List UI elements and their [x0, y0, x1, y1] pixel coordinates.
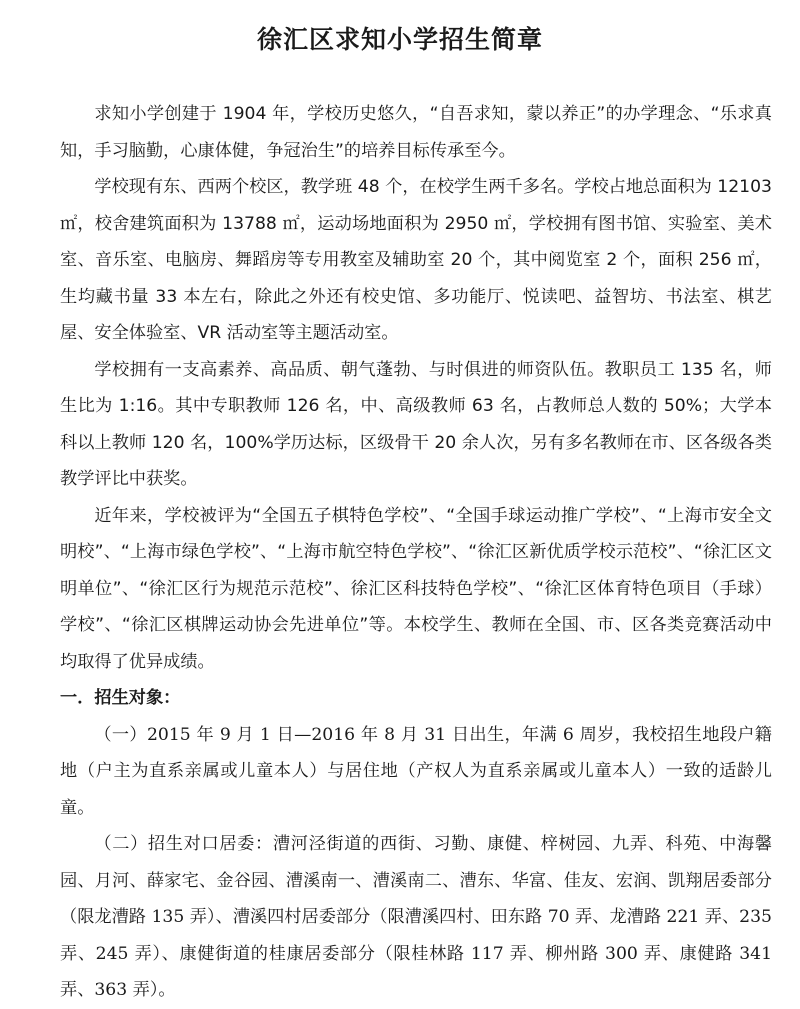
intro-paragraph-facilities: 学校现有东、西两个校区，教学班 48 个，在校学生两千多名。学校占地总面积为 12103 ㎡，校舍建筑面积为 13788 ㎡，运动场地面积为 2950 ㎡，学校拥有图书馆、实验室、美术室、音乐室、电脑房、舞蹈房等专用教室及辅助室 20 个，其中阅览室 2 个，面积 256 ㎡，生均藏书量 33 本左右，除此之外还有校史馆、多功能厅、悦读吧、益智坊、书法室、棋艺屋、安全体验室、VR 活动室等主题活动室。 — [60, 177, 772, 343]
intro-paragraph-staff: 学校拥有一支高素养、高品质、朝气蓬勃、与时俱进的师资队伍。教职员工 135 名，师生比为 1:16。其中专职教师 126 名，中、高级教师 63 名，占教师总人数的 50%；大学本科以上教师 120 名，100%学历达标，区级骨干 20 余人次，另有多名教师在市、区各级各类教学评比中获奖。 — [60, 359, 772, 489]
intro-paragraph-history: 求知小学创建于 1904 年，学校历史悠久，“自吾求知，蒙以养正”的办学理念、“乐求真知，手习脑勤，心康体健，争冠治生”的培养目标传承至今。 — [60, 104, 772, 161]
document-body — [60, 96, 772, 1009]
intro-paragraph-honors: 近年来，学校被评为“全国五子棋特色学校”、“全国手球运动推广学校”、“上海市安全文明校”、“上海市绿色学校”、“上海市航空特色学校”、“徐汇区新优质学校示范校”、“徐汇区文明单位”、“徐汇区行为规范示范校”、徐汇区科技特色学校”、“徐汇区体育特色项目（手球）学校”、“徐汇区棋牌运动协会先进单位”等。本校学生、教师在全国、市、区各类竞赛活动中均取得了优异成绩。 — [60, 505, 772, 672]
enrollment-item-districts: （二）招生对口居委：漕河泾街道的西街、习勤、康健、梓树园、九弄、科苑、中海馨园、月河、薛家宅、金谷园、漕溪南一、漕溪南二、漕东、华富、佳友、宏润、凯翔居委部分（限龙漕路 135 弄）、漕溪四村居委部分（限漕溪四村、田东路 70 弄、龙漕路 221 弄、235 弄、245 弄）、康健街道的桂康居委部分（限桂林路 117 弄、柳州路 300 弄、康健路 341 弄、363 弄）。 — [60, 834, 772, 1000]
page-title: 徐汇区求知小学招生简章 — [256, 25, 543, 54]
section-heading-enrollment-targets: 一．招生对象： — [60, 688, 181, 708]
enrollment-item-age: （一）2015 年 9 月 1 日—2016 年 8 月 31 日出生，年满 6 周岁，我校招生地段户籍地（户主为直系亲属或儿童本人）与居住地（产权人为直系亲属或儿童本人）一致的适龄儿童。 — [60, 724, 772, 818]
